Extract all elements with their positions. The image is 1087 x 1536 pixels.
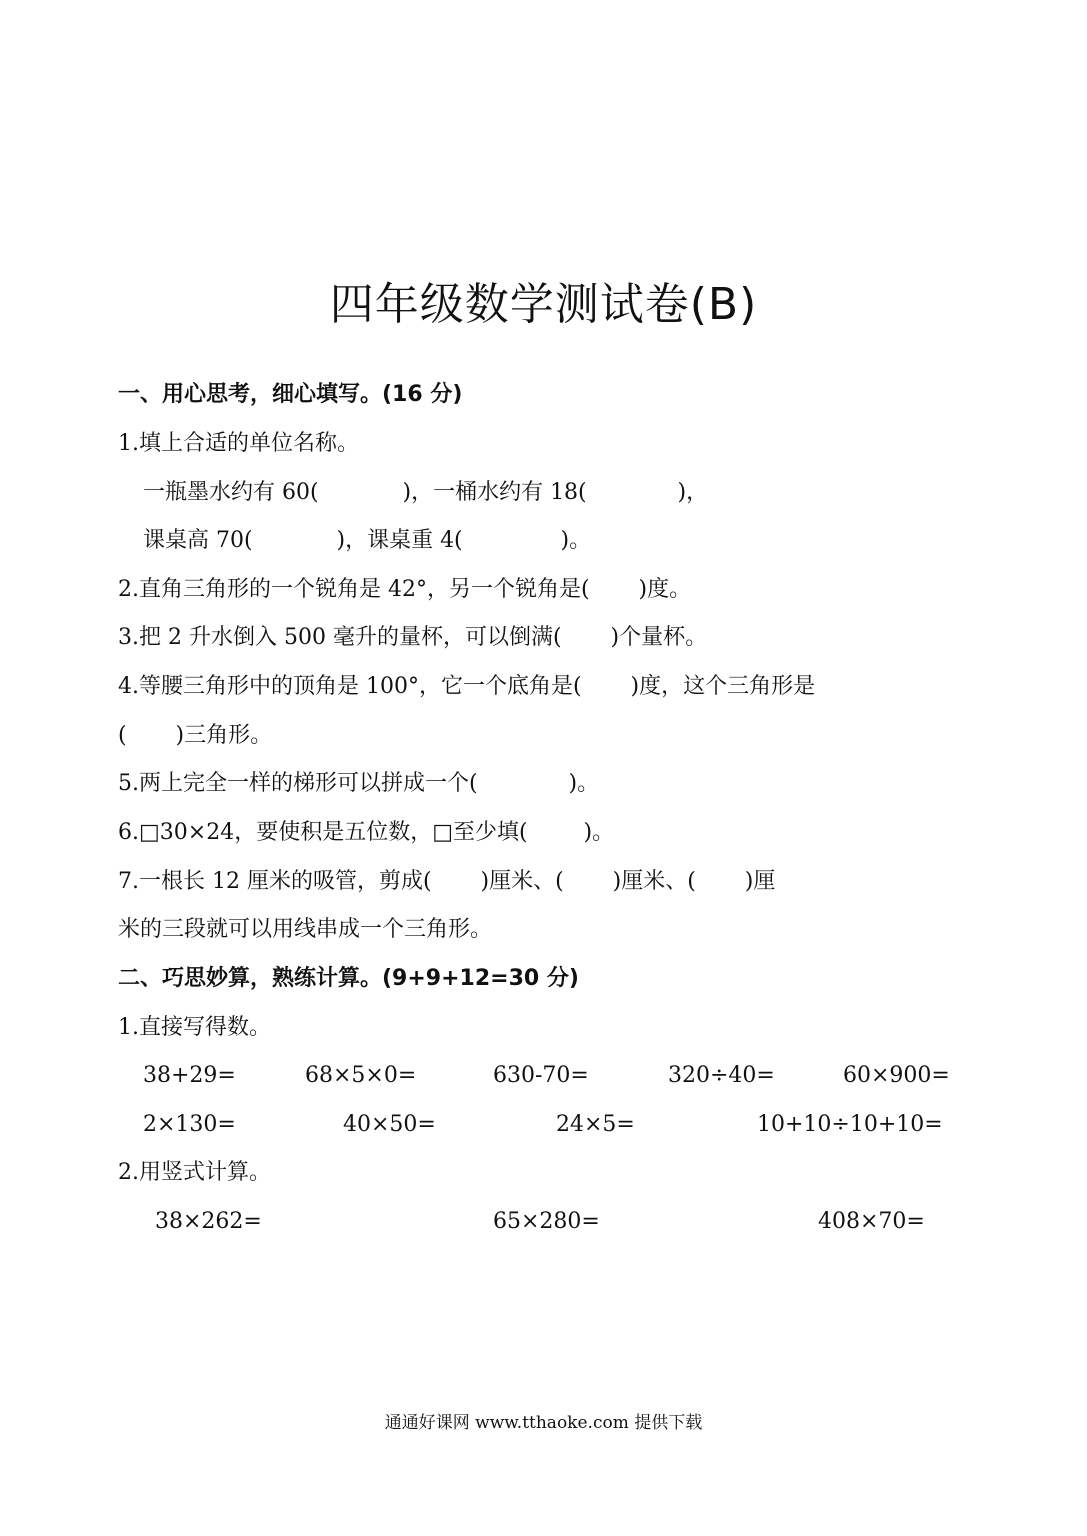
question-7-line-b: 米的三段就可以用线串成一个三角形。 (118, 917, 493, 942)
calc-item: 10+10÷10+10= (757, 1112, 943, 1137)
question-1-line-a: 一瓶墨水约有 60( )，一桶水约有 18( )， (143, 480, 709, 505)
question-1: 1.填上合适的单位名称。 (118, 431, 359, 456)
page-title: 四年级数学测试卷(B) (329, 279, 758, 330)
calc-item: 65×280= (493, 1209, 600, 1234)
question-4-line-a: 4.等腰三角形中的顶角是 100°，它一个底角是( )度，这个三角形是 (118, 674, 816, 699)
calc-item: 320÷40= (668, 1063, 775, 1088)
section-2-heading: 二、巧思妙算，熟练计算。(9+9+12=30 分) (118, 966, 579, 991)
question-7-line-a: 7.一根长 12 厘米的吸管，剪成( )厘米、( )厘米、( )厘 (118, 869, 776, 894)
question-4-line-b: ( )三角形。 (118, 723, 273, 748)
question-3: 3.把 2 升水倒入 500 毫升的量杯，可以倒满( )个量杯。 (118, 625, 708, 650)
calc-item: 630-70= (493, 1063, 589, 1088)
calc-item: 408×70= (818, 1209, 925, 1234)
footer-credit: 通通好课网 www.tthaoke.com 提供下载 (384, 1413, 703, 1433)
section-1-heading: 一、用心思考，细心填写。(16 分) (118, 382, 463, 407)
question-2: 2.直角三角形的一个锐角是 42°，另一个锐角是( )度。 (118, 577, 692, 602)
calc-item: 38+29= (143, 1063, 236, 1088)
calc-item: 60×900= (843, 1063, 950, 1088)
calc-item: 40×50= (343, 1112, 436, 1137)
question-6: 6.□30×24，要使积是五位数，□至少填( )。 (118, 820, 615, 845)
calc-item: 24×5= (556, 1112, 635, 1137)
calc-item: 38×262= (155, 1209, 262, 1234)
question-1-line-b: 课桌高 70( )，课桌重 4( )。 (143, 528, 592, 553)
calc-question-1: 1.直接写得数。 (118, 1015, 271, 1040)
calc-item: 2×130= (143, 1112, 236, 1137)
calc-item: 68×5×0= (305, 1063, 417, 1088)
calc-question-2: 2.用竖式计算。 (118, 1160, 271, 1185)
question-5: 5.两上完全一样的梯形可以拼成一个( )。 (118, 771, 600, 796)
